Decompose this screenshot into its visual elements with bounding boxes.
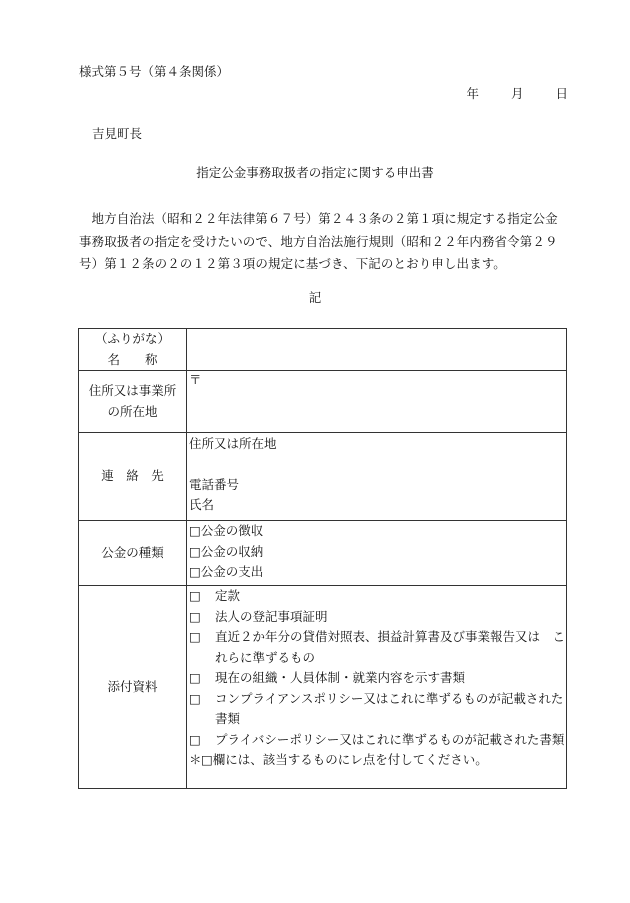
table-row-contact: [79, 433, 567, 521]
attachment-item-privacy[interactable]: □ プライバシーポリシー又はこれに準ずるものが記載された書類: [189, 730, 566, 751]
note-mark: ＊: [189, 752, 202, 767]
document-title: 指定公金事務取扱者の指定に関する申出書: [196, 165, 434, 180]
attachments-list: [187, 586, 567, 789]
attachment-item-financials[interactable]: □ 直近２か年分の貸借対照表、損益計算書及び事業報告又は これらに準ずるもの: [189, 627, 566, 668]
contact-name-label: 氏名: [189, 497, 215, 512]
checkbox-icon[interactable]: □: [189, 731, 201, 747]
attachment-item-compliance[interactable]: □ コンプライアンスポリシー又はこれに準ずるものが記載された書類: [189, 689, 566, 730]
attachment-item-articles[interactable]: □ 定款: [189, 586, 566, 607]
contact-field[interactable]: [187, 433, 567, 521]
attachment-item-registry[interactable]: □ 法人の登記事項証明: [189, 607, 566, 628]
checkbox-icon[interactable]: □: [189, 588, 201, 603]
addressee: 吉見町長: [92, 126, 143, 141]
address-label-cell: [79, 371, 187, 433]
body-paragraph: 地方自治法（昭和２２年法律第６７号）第２４３条の２第１項に規定する指定公金事務取扱者の指定を受けたいので、地方自治法施行規則（昭和２２年内務省令第２９号）第１２条の２の１２第３項の規定に基づき、下記のとおり申し出ます。: [79, 211, 558, 271]
checkbox-icon[interactable]: □: [189, 670, 201, 685]
table-row-kind: [79, 521, 567, 586]
form-number: 様式第５号（第４条関係）: [79, 64, 230, 79]
date-day: 日: [555, 86, 568, 101]
date-line: [466, 88, 568, 101]
name-field[interactable]: [187, 329, 567, 371]
attachment-note: ＊ □欄には、該当するものにレ点を付してください。: [189, 750, 566, 771]
address-label-line2: の所在地: [107, 403, 158, 419]
contact-label: 連 絡 先: [101, 468, 164, 484]
furigana-label: （ふりがな）: [94, 331, 170, 346]
kind-label: 公金の種類: [101, 544, 164, 560]
kind-label-cell: [79, 521, 187, 586]
attachments-label-cell: [79, 586, 187, 789]
ki-heading: 記: [308, 290, 322, 305]
contact-address-label: 住所又は所在地: [189, 436, 277, 451]
kind-option-payment[interactable]: □公金の支出: [189, 564, 264, 579]
address-field[interactable]: [187, 371, 567, 433]
address-label-line1: 住所又は事業所: [88, 383, 177, 398]
date-month: 月: [510, 86, 524, 101]
checkbox-icon[interactable]: □: [189, 629, 201, 644]
name-label-cell: [79, 329, 187, 371]
checkbox-icon[interactable]: □: [189, 690, 201, 706]
kind-option-collection[interactable]: □公金の徴収: [189, 523, 264, 538]
table-row-address: [79, 371, 567, 433]
name-label: 名 称: [107, 351, 158, 367]
date-year: 年: [466, 86, 479, 101]
table-row-attachments: [79, 586, 567, 789]
kind-option-receipt[interactable]: □公金の収納: [189, 543, 264, 559]
contact-label-cell: [79, 433, 187, 521]
kind-options: [187, 521, 567, 586]
application-form-table: [78, 328, 567, 789]
table-row-name: [79, 329, 567, 371]
postal-mark: 〒: [189, 372, 202, 387]
attachment-item-organization[interactable]: □ 現在の組織・人員体制・就業内容を示す書類: [189, 668, 566, 689]
attachments-label: 添付資料: [107, 678, 158, 694]
checkbox-icon[interactable]: □: [189, 608, 201, 624]
contact-phone-label: 電話番号: [189, 476, 240, 492]
